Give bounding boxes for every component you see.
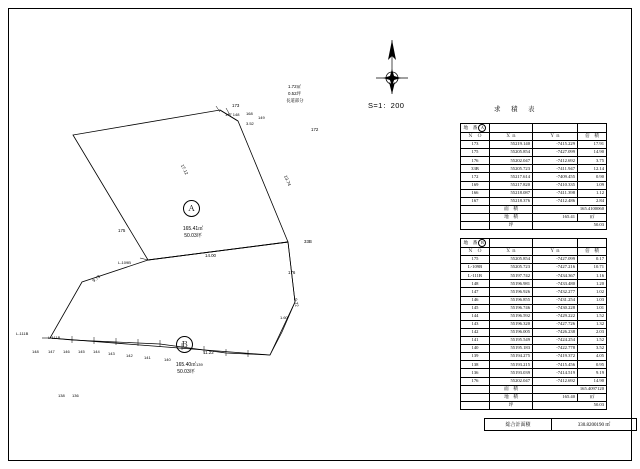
cell-no: 147 (461, 288, 490, 296)
cell-no: 172 (461, 173, 490, 181)
cell-yn: -7415.229 (533, 141, 578, 149)
parcel-a-tsubo-value: 50.03坪 (184, 232, 202, 239)
cell-xn: 55197.742 (490, 272, 533, 280)
cell-yn: -7411.947 (533, 165, 578, 173)
cell-no: 141 (461, 337, 490, 345)
cell-bai: 10.71 (578, 264, 607, 272)
table-sum-row (461, 205, 607, 213)
dim-a-right: 13.74 (283, 174, 292, 187)
cell-xn: 55218.087 (490, 189, 533, 197)
cell-xn: 55196.981 (490, 280, 533, 288)
point-143: 143 (108, 351, 115, 356)
cell-no: 143 (461, 320, 490, 328)
table-row (461, 353, 607, 361)
area-unit: ㎡ (578, 393, 607, 401)
cell-yn: -7409.455 (533, 173, 578, 181)
cell-no: 166 (461, 189, 490, 197)
header-blank-1 (490, 239, 533, 248)
parcel-a-area (163, 226, 223, 240)
subheader-cell-3: 倍 積 (578, 248, 607, 256)
table-row (461, 304, 607, 312)
table-row (461, 328, 607, 336)
cell-no: 148 (461, 280, 490, 288)
table-tsubo-row (461, 222, 607, 230)
tsubo-value: 50.03 (533, 222, 607, 230)
point-139: 139 (196, 362, 203, 367)
road-note-line3: 長道部分 (286, 98, 304, 103)
cell-no: 175 (461, 256, 490, 264)
parcel-a-marker: Ａ (183, 200, 200, 217)
point-l111b: L-111B (16, 331, 29, 336)
subheader-cell-2: Ｙ ｎ (533, 248, 578, 256)
cell-xn: 55195.549 (490, 337, 533, 345)
point-138: 138 (58, 393, 65, 398)
dim-small-right: 1.60 (280, 315, 288, 320)
cell-xn: 55193.039 (490, 369, 533, 377)
cell-bai: 2.03 (578, 328, 607, 336)
cell-xn: 55196.746 (490, 304, 533, 312)
cell-no: 139 (461, 353, 490, 361)
area-unit: ㎡ (578, 213, 607, 221)
parcel-b-outline (50, 242, 295, 355)
dim-b-bottom: 11.22 (203, 350, 214, 355)
cell-yn: -7427.099 (533, 149, 578, 157)
cell-xn: 55205.854 (490, 149, 533, 157)
cell-yn: -7422.778 (533, 345, 578, 353)
subheader-cell-0: Ｎ Ｏ (461, 248, 490, 256)
parcel-circle-a: A (478, 124, 486, 132)
point-173: 173 (232, 103, 240, 108)
north-arrow-icon (372, 38, 412, 96)
cell-xn: 55196.855 (490, 296, 533, 304)
point-176: 176 (288, 270, 296, 275)
cell-xn: 55219.140 (490, 141, 533, 149)
table-row (461, 272, 607, 280)
table-row (461, 173, 607, 181)
cell-no: 176 (461, 157, 490, 165)
cell-xn: 55196.005 (490, 328, 533, 336)
area-blank (461, 213, 490, 221)
cell-xn: 55205.723 (490, 264, 533, 272)
point-148: 148 (32, 349, 39, 354)
sum-title: 面 積 (490, 385, 533, 393)
cell-no: 169 (461, 181, 490, 189)
cell-yn: -7419.372 (533, 353, 578, 361)
table-row (461, 320, 607, 328)
cell-xn: 55196.926 (490, 288, 533, 296)
point-168: 168 (246, 111, 253, 116)
cell-no: 173 (461, 141, 490, 149)
cell-yn: -7427.726 (533, 320, 578, 328)
table-sum-row (461, 385, 607, 393)
point-l111b-left: L-111B (48, 335, 61, 340)
cell-bai: 1.52 (578, 312, 607, 320)
table-subheader-row (461, 248, 607, 256)
parcel-a-area-value: 165.41㎡ (182, 226, 204, 232)
point-142: 142 (126, 353, 133, 358)
tsubo-blank (461, 222, 490, 230)
table-row (461, 189, 607, 197)
tsubo-blank (461, 401, 490, 409)
area-blank (461, 393, 490, 401)
cell-xn: 55195.183 (490, 345, 533, 353)
grand-total-row (485, 419, 637, 431)
cell-bai: 0.17 (578, 256, 607, 264)
table-area-row (461, 213, 607, 221)
cell-bai: 0.90 (578, 173, 607, 181)
header-blank-1 (490, 124, 533, 133)
cell-xn: 55193.215 (490, 361, 533, 369)
cell-no: 136 (461, 369, 490, 377)
point-136: 136 (72, 393, 79, 398)
point-147-148: 147 148 (225, 112, 240, 117)
cell-yn: -7410.335 (533, 181, 578, 189)
cell-xn: 55205.854 (490, 256, 533, 264)
header-chiban: 地 番 A (461, 124, 490, 133)
cell-bai: 14.90 (578, 149, 607, 157)
sum-label (461, 385, 490, 393)
point-141: 141 (144, 355, 151, 360)
cell-yn: -7414.519 (533, 369, 578, 377)
cell-bai: 2.84 (578, 197, 607, 205)
cell-xn: 55217.820 (490, 181, 533, 189)
cell-bai: 1.20 (578, 280, 607, 288)
header-blank-2 (533, 239, 578, 248)
point-33b: 33B (304, 239, 312, 244)
tsubo-value: 50.03 (533, 401, 607, 409)
header-blank-3 (578, 239, 607, 248)
scale-label: S=1：200 (368, 101, 405, 110)
cell-yn: -7426.238 (533, 328, 578, 336)
cell-no: L-111B (461, 272, 490, 280)
cell-no: L-109B (461, 264, 490, 272)
cell-yn: -7412.692 (533, 377, 578, 385)
table-area-row (461, 393, 607, 401)
sum-label (461, 205, 490, 213)
cell-no: 138 (461, 361, 490, 369)
tsubo-title: 坪 (490, 401, 533, 409)
cell-xn: 55196.592 (490, 312, 533, 320)
area-value: 165.41 (533, 213, 578, 221)
parcel-b-right-edge (270, 242, 295, 355)
subheader-cell-0: Ｎ Ｏ (461, 133, 490, 141)
table-row (461, 256, 607, 264)
cell-no: 142 (461, 328, 490, 336)
cell-no: 144 (461, 312, 490, 320)
subheader-cell-3: 倍 積 (578, 133, 607, 141)
point-144: 144 (93, 349, 100, 354)
cell-bai: 14.90 (578, 377, 607, 385)
cell-xn: 55196.320 (490, 320, 533, 328)
parcel-divider-line (148, 242, 288, 260)
survey-table-a (460, 123, 607, 230)
dim-b-right: 9.72 (292, 297, 300, 308)
cell-no: 146 (461, 296, 490, 304)
table-row (461, 181, 607, 189)
cell-yn: -7429.222 (533, 312, 578, 320)
cell-bai: 1.02 (578, 288, 607, 296)
table-row (461, 337, 607, 345)
point-146: 146 (63, 349, 70, 354)
cell-no: 176 (461, 377, 490, 385)
table-header-row (461, 239, 607, 248)
header-chiban: 地 番 B (461, 239, 490, 248)
subheader-cell-2: Ｙ ｎ (533, 133, 578, 141)
table-row (461, 149, 607, 157)
cell-bai: 17.91 (578, 141, 607, 149)
parcel-circle-b: B (478, 239, 486, 247)
table-row (461, 345, 607, 353)
cell-yn: -7427.099 (533, 256, 578, 264)
area-title: 地 積 (490, 393, 533, 401)
table-row (461, 280, 607, 288)
table-row (461, 369, 607, 377)
cell-bai: 1.09 (578, 181, 607, 189)
cell-yn: -7434.367 (533, 272, 578, 280)
cell-xn: 55202.047 (490, 157, 533, 165)
cell-bai: 1.12 (578, 189, 607, 197)
cell-yn: -7430.228 (533, 304, 578, 312)
header-blank-3 (578, 124, 607, 133)
cell-bai: 4.05 (578, 353, 607, 361)
table-row (461, 288, 607, 296)
subheader-cell-1: Ｘ ｎ (490, 133, 533, 141)
cell-no: 145 (461, 304, 490, 312)
cell-bai: 3.75 (578, 157, 607, 165)
point-172: 172 (311, 127, 319, 132)
sum-value: 165.4097120 (533, 385, 607, 393)
area-value: 165.40 (533, 393, 578, 401)
cell-bai: 1.16 (578, 272, 607, 280)
table-row (461, 141, 607, 149)
cell-bai: 12.14 (578, 165, 607, 173)
table-row (461, 264, 607, 272)
cell-bai: 9.19 (578, 369, 607, 377)
cell-yn: -7431.254 (533, 296, 578, 304)
parcel-b-area (155, 362, 217, 376)
point-l109b: L-109B (118, 260, 131, 265)
cell-bai: 1.03 (578, 296, 607, 304)
point-149: 149 (258, 115, 265, 120)
cell-bai: 3.52 (578, 345, 607, 353)
cell-bai: 1.01 (578, 304, 607, 312)
subheader-cell-1: Ｘ ｎ (490, 248, 533, 256)
cell-yn: -7411.398 (533, 189, 578, 197)
road-note-line1: 1.72㎡ (288, 84, 301, 89)
road-note-line2: 0.52坪 (288, 91, 301, 96)
table-row (461, 296, 607, 304)
parcel-b-tsubo-value: 50.03坪 (177, 368, 195, 375)
table-tsubo-row (461, 401, 607, 409)
point-145: 145 (78, 349, 85, 354)
table-row (461, 165, 607, 173)
table-title: 求 積 表 (494, 106, 537, 113)
table-row (461, 157, 607, 165)
sum-value: 165.4100060 (533, 205, 607, 213)
cell-yn: -7412.486 (533, 197, 578, 205)
table-row (461, 197, 607, 205)
cell-xn: 55217.614 (490, 173, 533, 181)
grand-total-label: 総合計面積 (485, 419, 552, 431)
table-row (461, 361, 607, 369)
dim-b-left: 9.73 (91, 273, 102, 284)
survey-table-b (460, 238, 607, 410)
grand-total-table (484, 418, 637, 431)
area-title: 地 積 (490, 213, 533, 221)
table-subheader-row (461, 133, 607, 141)
cell-no: 175 (461, 149, 490, 157)
parcel-b-area-value: 165.40㎡ (175, 362, 197, 368)
table-row (461, 377, 607, 385)
sum-title: 面 積 (490, 205, 533, 213)
point-147: 147 (48, 349, 55, 354)
cell-yn: -7415.456 (533, 361, 578, 369)
cell-bai: 0.95 (578, 361, 607, 369)
cell-no: 140 (461, 345, 490, 353)
dim-top-small: 3.52 (246, 121, 254, 126)
cell-xn: 55205.723 (490, 165, 533, 173)
parcel-b-marker: Ｂ (176, 336, 193, 353)
cell-yn: -7427.216 (533, 264, 578, 272)
cell-bai: 1.52 (578, 337, 607, 345)
point-140: 140 (164, 357, 171, 362)
cell-xn: 55194.275 (490, 353, 533, 361)
grand-total-value: 330.8200190 ㎡ (552, 419, 637, 431)
cell-no: 33B (461, 165, 490, 173)
dim-b-top: 14.00 (205, 253, 216, 258)
cell-bai: 1.32 (578, 320, 607, 328)
cell-yn: -7433.480 (533, 280, 578, 288)
cell-yn: -7424.254 (533, 337, 578, 345)
cell-yn: -7412.692 (533, 157, 578, 165)
dim-a-left: 17.12 (179, 163, 190, 176)
point-175: 175 (118, 228, 126, 233)
header-blank-2 (533, 124, 578, 133)
table-row (461, 312, 607, 320)
cell-no: 167 (461, 197, 490, 205)
cell-xn: 55202.047 (490, 377, 533, 385)
tsubo-title: 坪 (490, 222, 533, 230)
cell-xn: 55218.376 (490, 197, 533, 205)
cell-yn: -7432.277 (533, 288, 578, 296)
table-header-row (461, 124, 607, 133)
